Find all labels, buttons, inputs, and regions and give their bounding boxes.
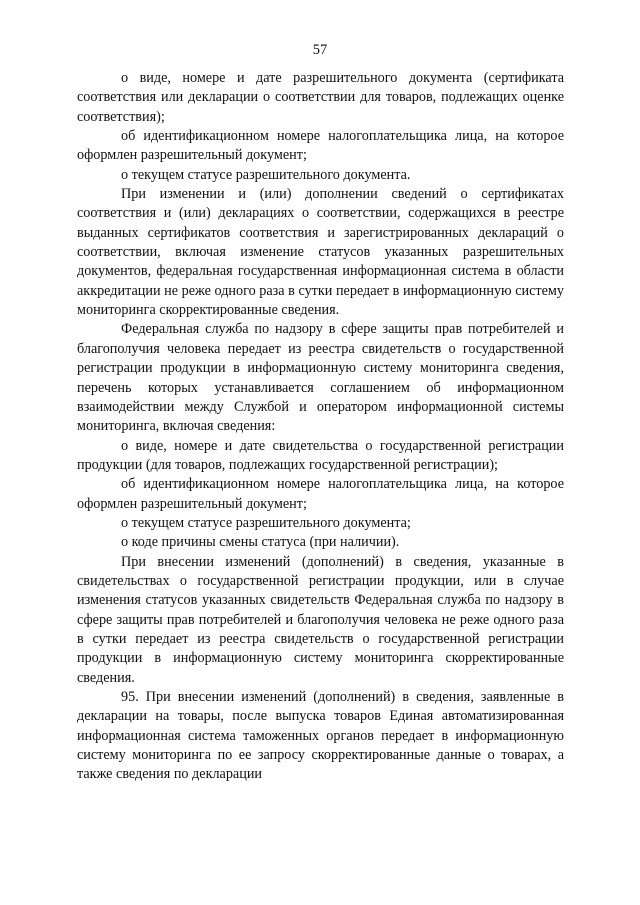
paragraph-taxpayer-id: об идентификационном номере налогоплательщика лица, на которое оформлен разрешительный документ; [77, 128, 564, 164]
paragraph-current-status-2: о текущем статусе разрешительного документа; [121, 514, 411, 531]
paragraph-status-change-code: о коде причины смены статуса (при наличии). [121, 534, 400, 551]
paragraph-current-status: о текущем статусе разрешительного документа. [121, 166, 411, 183]
paragraph-accreditation-updates: При изменении и (или) дополнении сведений о сертификатах соответствия и (или) декларациях о соответствии, содержащихся в реестре выданных сертификатов соответствия и зарегистрированных деклараций о соответствии, включая изменение статусов указанных разрешительных документов, федеральная государственная информационная система в области аккредитации не реже одного раза в сутки передает в информационную систему мониторинга скорректированные сведения. [77, 186, 564, 319]
paragraph-taxpayer-id-2: об идентификационном номере налогоплательщика лица, на которое оформлен разрешительный документ; [77, 476, 564, 512]
paragraph-registration-changes: При внесении изменений (дополнений) в сведения, указанные в свидетельствах о государственной регистрации продукции, или в случае изменения статусов указанных свидетельств Федеральная служба по надзору в сфере защиты прав потребителей и благополучия человека не реже одного раза в сутки передает из реестра свидетельств о государственной регистрации продукции в информационную систему мониторинга скорректированные сведения. [77, 553, 564, 686]
document-body [77, 69, 564, 785]
paragraph-section-95: 95. При внесении изменений (дополнений) в сведения, заявленные в декларации на товары, после выпуска товаров Единая автоматизированная информационная система таможенных органов передает в информационную систему мониторинга по ее запросу скорректированные данные о товарах, а также сведения по декларации [77, 689, 564, 783]
paragraph-rospotrebnadzor-transfer: Федеральная служба по надзору в сфере защиты прав потребителей и благополучия человека передает из реестра свидетельств о государственной регистрации продукции в информационную систему мониторинга сведения, перечень которых устанавливается соглашением об информационном взаимодействии между Службой и оператором информационной системы мониторинга, включая сведения: [77, 321, 564, 435]
paragraph-permit-document-type: о виде, номере и дате разрешительного документа (сертификата соответствия или декларации о соответствии для товаров, подлежащих оценке соответствия); [77, 70, 564, 125]
page-number: 57 [312, 42, 328, 58]
paragraph-registration-certificate: о виде, номере и дате свидетельства о государственной регистрации продукции (для товаров, подлежащих государственной регистрации); [77, 437, 564, 473]
